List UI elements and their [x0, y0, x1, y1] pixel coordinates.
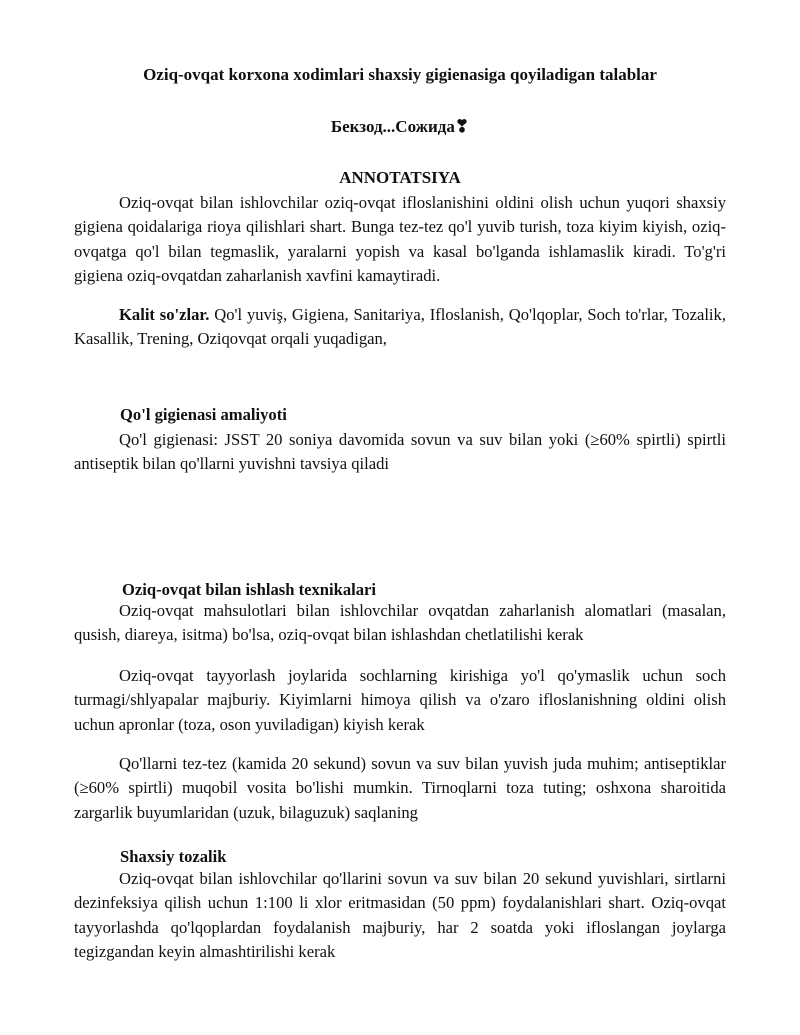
section-paragraph-food-handling-3: Qo'llarni tez-tez (kamida 20 sekund) sovun va suv bilan yuvish juda muhim; antiseptiklar (≥60% spirtli) muqobil vosita bo'lishi mumkin. Tirnoqlarni toza tuting; oshxona sharoitida zargarlik buyumlaridan (uzuk, bilaguzuk) saqlaning [74, 754, 726, 822]
section-heading-personal-cleanliness: Shaxsiy tozalik [120, 847, 227, 866]
keywords-text: Qo'l yuviş, Gigiena, Sanitariya, Ifloslanish, Qo'lqoplar, Soch to'rlar, Tozalik, Kasallik, Trening, Oziqovqat orqali yuqadigan, [74, 305, 726, 349]
annotation-text: Oziq-ovqat bilan ishlovchilar oziq-ovqat ifloslanishini oldini olish uchun yuqori shaxsiy gigiena qoidalariga rioya qilishlari shart. Bunga tez-tez qo'l yuvib turish, toza kiyim kiyish, oziq-ovqatga qo'l bilan tegmaslik, yaralarni yopish va kasal bo'lganda ishlamaslik kiradi. To'g'ri gigiena oziq-ovqatdan zaharlanish xavfini kamaytiradi. [74, 193, 726, 285]
keywords-paragraph [74, 303, 726, 352]
annotation-heading: ANNOTATSIYA [339, 168, 461, 187]
section-paragraph-personal-cleanliness: Oziq-ovqat bilan ishlovchilar qo'llarini sovun va suv bilan 20 sekund yuvishlari, sirtlarni dezinfeksiya qilish uchun 1:100 li xlor eritmasidan (50 ppm) foydalanishlari shart. Oziq-ovqat tayyorlashda qo'lqoplardan foydalanish majburiy, har 2 soatda yoki ifloslangan joylarga tegizgandan keyin almashtirilishi kerak [74, 869, 726, 961]
section-paragraph-hand-hygiene: Qo'l gigienasi: JSST 20 soniya davomida sovun va suv bilan yoki (≥60% spirtli) spirtli antiseptik bilan qo'llarni yuvishni tavsiya qiladi [74, 430, 726, 474]
section-heading-food-handling: Oziq-ovqat bilan ishlash texnikalari [122, 580, 377, 599]
document-authors: Бекзод...Сожида❣ [330, 117, 470, 136]
keywords-label: Kalit so'zlar. [119, 305, 210, 324]
section-paragraph-food-handling-2: Oziq-ovqat tayyorlash joylarida sochlarning kirishiga yo'l qo'ymaslik uchun soch turmagi/shlyapalar majburiy. Kiyimlarni himoya qilish va o'zaro ifloslanishning oldini olish uchun apronlar (toza, oson yuviladigan) kiyish kerak [74, 666, 726, 734]
section-paragraph-food-handling-1: Oziq-ovqat mahsulotlari bilan ishlovchilar ovqatdan zaharlanish alomatlari (masalan, qusish, diareya, isitma) bo'lsa, oziq-ovqat bilan ishlashdan chetlatilishi kerak [74, 601, 726, 645]
document-title: Oziq-ovqat korxona xodimlari shaxsiy gigienasiga qoyiladigan talablar [143, 65, 657, 84]
section-heading-hand-hygiene: Qo'l gigienasi amaliyoti [120, 405, 287, 424]
